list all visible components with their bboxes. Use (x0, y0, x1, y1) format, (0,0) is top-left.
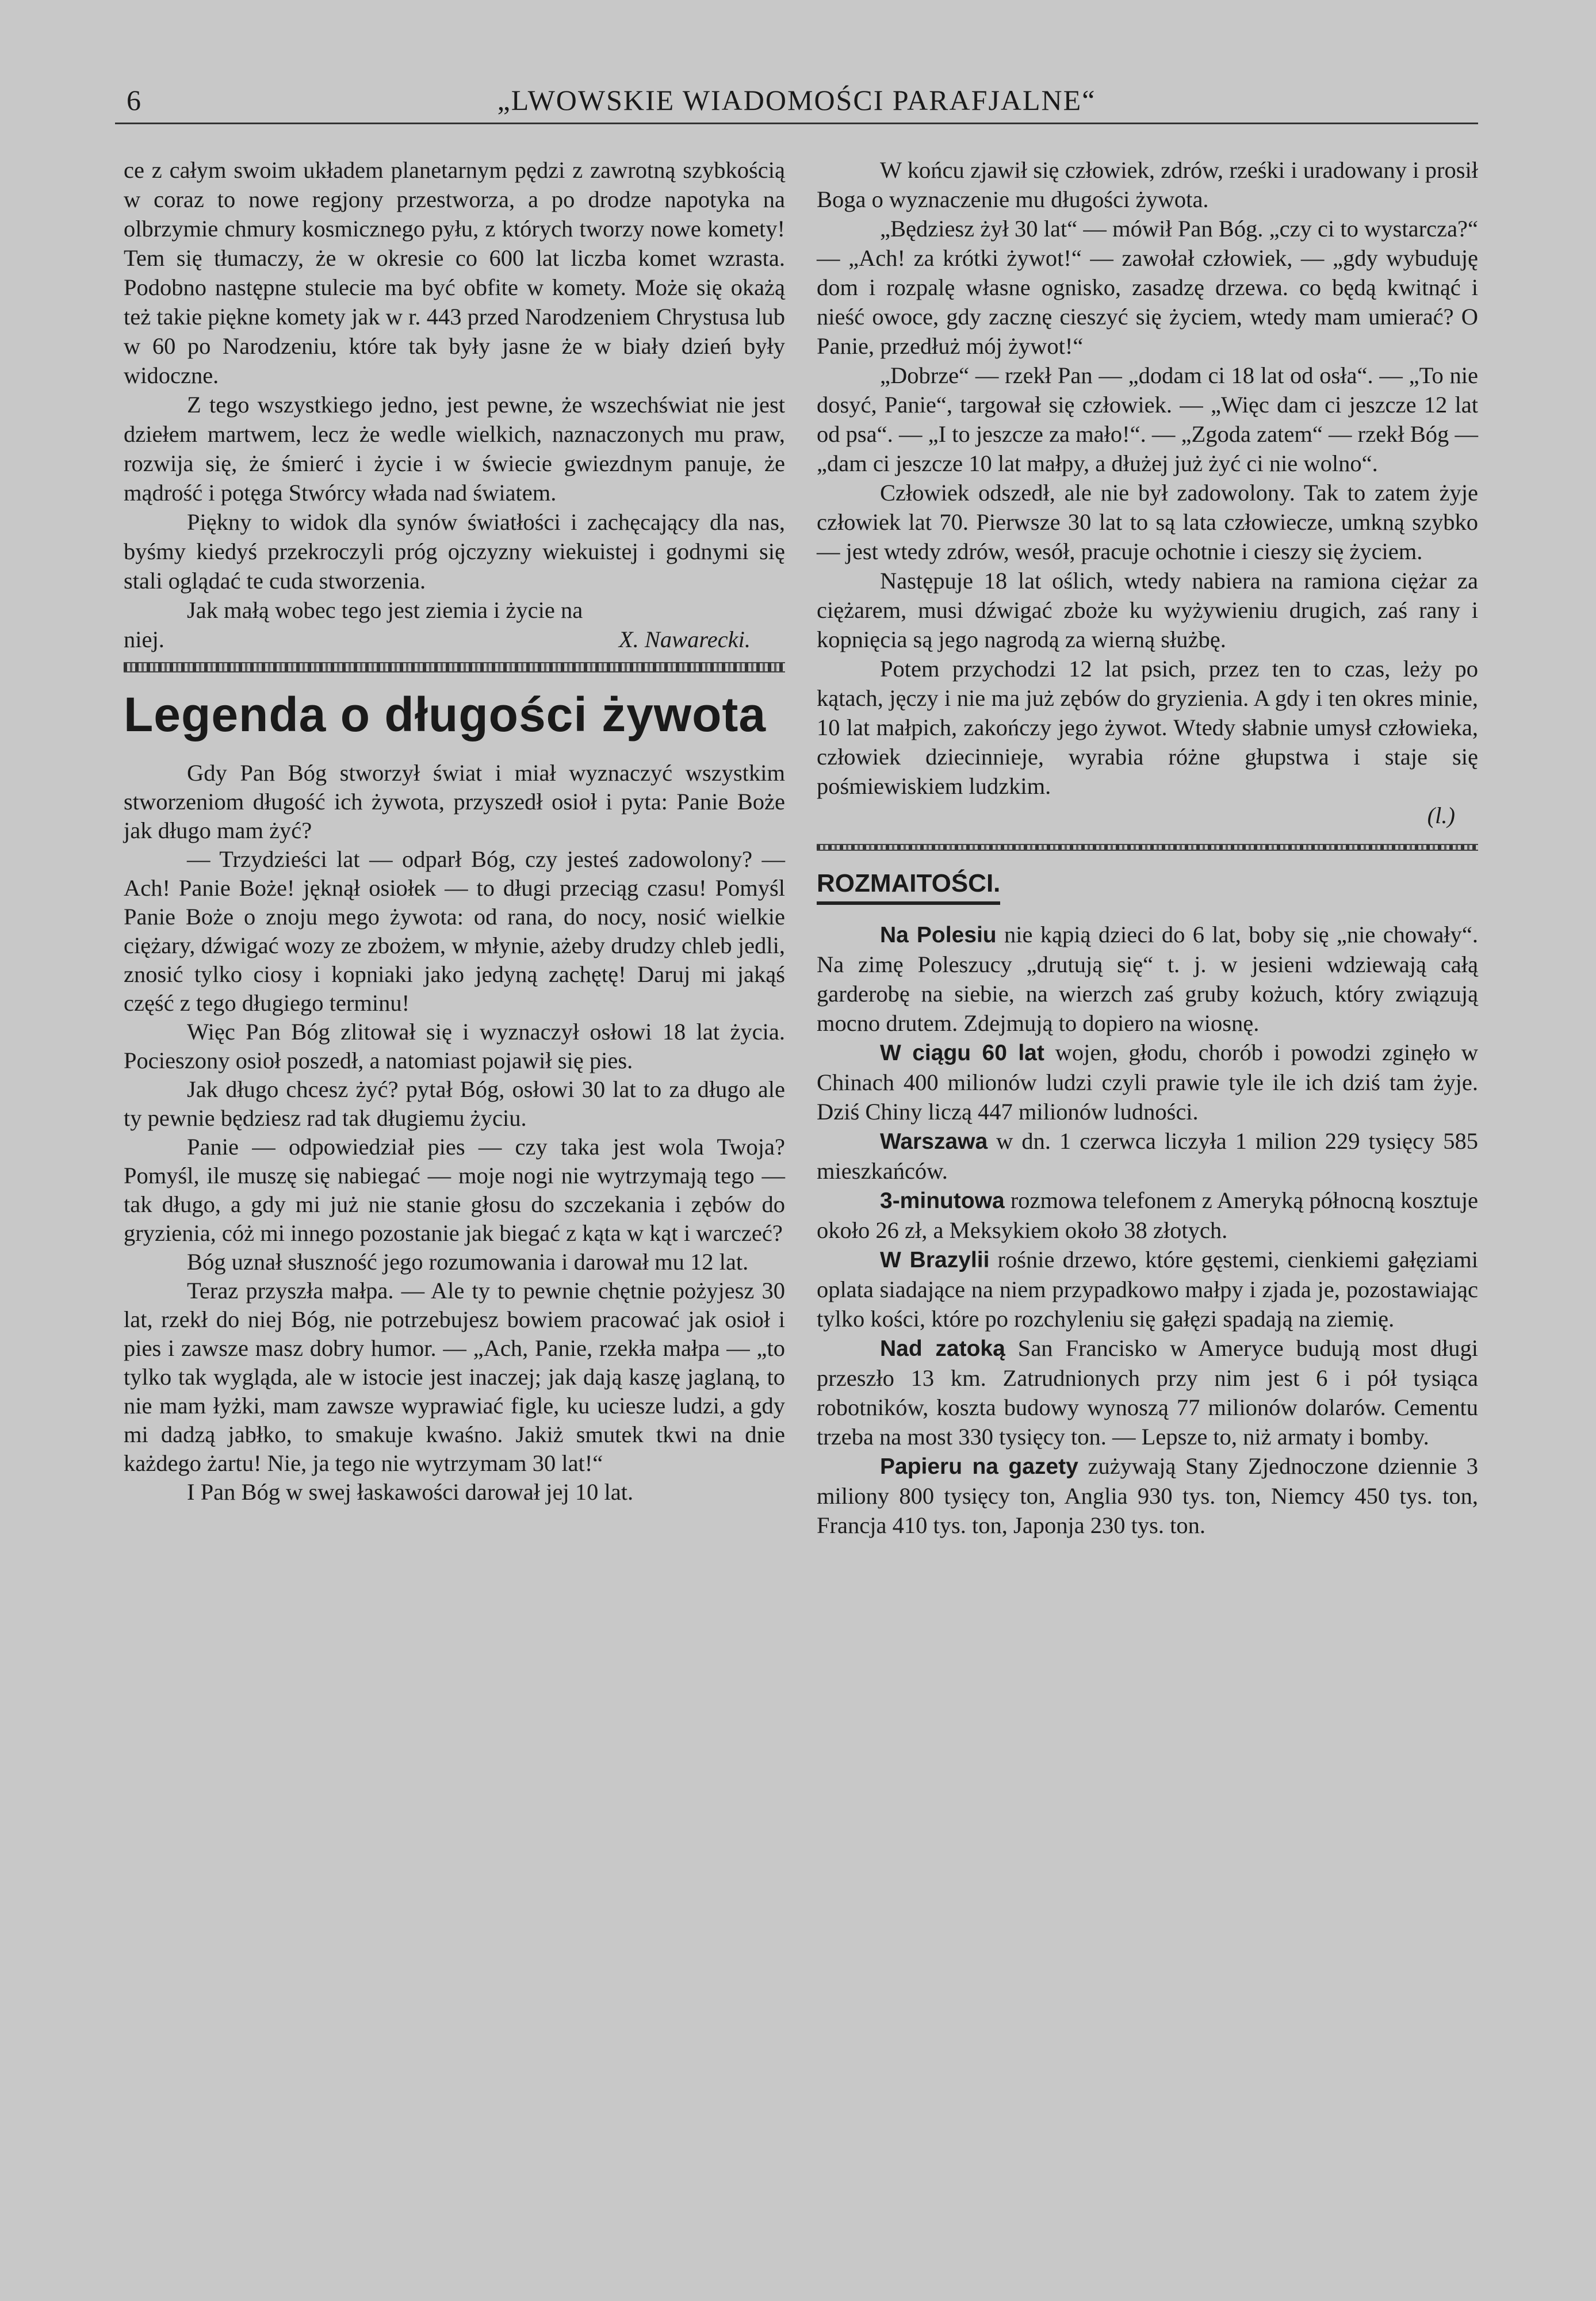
comet-article-paragraph: Piękny to widok dla synów światłości i zachęcający dla nas, byśmy kiedyś przekroczyli próg ojczyzny wiekuistej i godnymi się stali oglądać te cuda stworzenia. (124, 509, 785, 594)
misc-item (817, 1333, 1478, 1451)
legend-paragraph: Człowiek odszedł, ale nie był zadowolony. Tak to zatem żyje człowiek lat 70. Pierwsze 30 lat to są lata człowiecze, umkną szybko — jest wtedy zdrów, wesół, pracuje ochotnie i cieszy się życiem. (817, 480, 1478, 564)
comet-article-paragraph: Z tego wszystkiego jedno, jest pewne, że wszechświat nie jest dziełem martwem, lecz że wedle wielkich, naznaczonych mu praw, rozwija się, że śmierć i życie i w świecie gwiezdnym panuje, że mądrość i potęga Stwórcy włada nad światem. (124, 392, 785, 506)
misc-section-title: ROZMAITOŚCI. (817, 868, 1000, 905)
misc-item-text: rośnie drzewo, które gęstemi, cienkiemi gałęziami oplata siadające na niem przypadkowo małpy i zjada je, pozostawiając tylko kości, które po rozchyleniu się gałęzi spadają na ziemię. (817, 1247, 1478, 1332)
misc-item (817, 1038, 1478, 1126)
legend-paragraph: Gdy Pan Bóg stworzył świat i miał wyznaczyć wszystkim stworzeniom długość ich żywota, przyszedł osioł i pyta: Panie Boże jak długo mam żyć? (124, 760, 785, 843)
misc-item (817, 1126, 1478, 1186)
misc-item (817, 1186, 1478, 1245)
comet-article-signoff (124, 625, 785, 654)
legend-paragraph: W końcu zjawił się człowiek, zdrów, rześki i uradowany i prosił Boga o wyznaczenie mu długości żywota. (817, 157, 1478, 212)
signoff-text: niej. (124, 626, 164, 652)
legend-paragraph: „Dobrze“ — rzekł Pan — „dodam ci 18 lat od osła“. — „To nie dosyć, Panie“, targował się człowiek. — „Więc dam ci jeszcze 12 lat od psa“. — „I to jeszcze za mało!“. — „Zgoda zatem“ — rzekł Bóg — „dam ci jeszcze 10 lat małpy, a dłużej już żyć ci nie wolno“. (817, 362, 1478, 476)
author-signature: X. Nawarecki. (618, 626, 751, 652)
misc-item (817, 920, 1478, 1038)
page-header (115, 83, 1478, 124)
misc-item-lead: W Brazylii (880, 1248, 990, 1272)
misc-item-text: zużywają Stany Zjednoczone dziennie 3 miliony 800 tysięcy ton, Anglia 930 tys. ton, Niemcy 450 tys. ton, Francja 410 tys. ton, Japonja 230 tys. ton. (817, 1453, 1478, 1538)
right-column (817, 155, 1478, 1540)
legend-paragraph: Teraz przyszła małpa. — Ale ty to pewnie chętnie pożyjesz 30 lat, rzekł do niej Bóg, nie potrzebujesz bowiem pracować jak osioł i pies i zawsze masz dobry humor. — „Ach, Panie, rzekła małpa — „to tylko tak wygląda, ale w istocie jest inaczej; jak dają kaszę jaglaną, to nie mam łyżki, mam zawsze wyprawiać figle, ku uciesze ludzi, a gdy mi dadzą jabłko, to smakuje kwaśno. Jakiż smutek tkwi na dnie każdego żartu! Nie, ja tego nie wytrzymam 30 lat!“ (124, 1278, 785, 1476)
misc-item-text: San Francisko w Ameryce budują most długi przeszło 13 km. Zatrudnionych przy nim jest 6 i pół tysiąca robotników, koszta budowy wynoszą 77 milionów dolarów. Cementu trzeba na most 330 tysięcy ton. — Lepsze to, niż armaty i bomby. (817, 1335, 1478, 1450)
ornamental-divider (817, 844, 1478, 851)
comet-article-paragraph: Jak małą wobec tego jest ziemia i życie na (187, 597, 583, 623)
legend-paragraph: Panie — odpowiedział pies — czy taka jest wola Twoja? Pomyśl, ile muszę się nabiegać — moje nogi nie wytrzymają tego — tak długo, a gdy mi już nie stanie głosu do szczekania i zębów do gryzienia, cóż mi innego pozostanie jak biegać z kąta w kąt i warczeć? (124, 1134, 785, 1246)
legend-paragraph: Potem przychodzi 12 lat psich, przez ten to czas, leży po kątach, jęczy i nie ma już zębów do gryzienia. A gdy i ten okres minie, 10 lat małpich, zakończy jego żywot. Wtedy słabnie umysł człowieka, człowiek dziecinnieje, wyrabia różne głupstwa i staje się pośmiewiskiem ludzkim. (817, 656, 1478, 799)
misc-item-lead: Na Polesiu (880, 923, 997, 947)
legend-paragraph: Jak długo chcesz żyć? pytał Bóg, osłowi 30 lat to za długo ale ty pewnie będziesz rad tak długiemu życiu. (124, 1076, 785, 1131)
misc-item (817, 1245, 1478, 1333)
ornamental-divider (124, 662, 785, 672)
legend-signature: (l.) (1427, 802, 1455, 828)
misc-item-lead: Papieru na gazety (880, 1454, 1078, 1479)
legend-paragraph: Więc Pan Bóg zlitował się i wyznaczył osłowi 18 lat życia. Pocieszony osioł poszedł, a natomiast pojawił się pies. (124, 1019, 785, 1073)
misc-item-lead: 3-minutowa (880, 1188, 1005, 1213)
legend-paragraph: „Będziesz żył 30 lat“ — mówił Pan Bóg. „czy ci to wystarcza?“ — „Ach! za krótki żywot!“ — zawołał człowiek, — „gdy wybuduję dom i rozpalę własne ognisko, zasadzę drzewa. co będą kwitnąć i nieść owoce, gdy zacznę cieszyć się życiem, wtedy mam umierać? O Panie, przedłuż mój żywot!“ (817, 216, 1478, 359)
misc-item-text: w dn. 1 czerwca liczyła 1 milion 229 tysięcy 585 mieszkańców. (817, 1128, 1478, 1184)
misc-item-text: rozmowa telefonem z Ameryką północną kosztuje około 26 zł, a Meksykiem około 38 złotych. (817, 1187, 1478, 1243)
misc-item-lead: Nad zatoką (880, 1336, 1005, 1361)
misc-item-lead: Warszawa (880, 1129, 988, 1154)
legend-paragraph: — Trzydzieści lat — odparł Bóg, czy jesteś zadowolony? — Ach! Panie Boże! jęknął osiołek — to długi przeciąg czasu! Pomyśl Panie Boże o znoju mego żywota: od rana, do nocy, nosić wielkie ciężary, dźwigać wozy ze zbożem, w młynie, ażeby drudzy chleb jedli, znosić tylko ciosy i kopniaki jako jedyną zachętę! Daruj mi jakąś część z tego długiego terminu! (124, 846, 785, 1016)
running-title: „LWOWSKIE WIADOMOŚCI PARAFJALNE“ (497, 84, 1096, 116)
misc-item-text: wojen, głodu, chorób i powodzi zginęło w Chinach 400 milionów ludzi czyli prawie tyle ile ich dziś tam żyje. Dziś Chiny liczą 447 milionów ludności. (817, 1039, 1479, 1125)
legend-signoff (817, 801, 1478, 830)
page-number: 6 (127, 84, 141, 116)
legend-paragraph: Bóg uznał słuszność jego rozumowania i darował mu 12 lat. (187, 1249, 749, 1275)
misc-item-text: nie kąpią dzieci do 6 lat, boby się „nie chowały“. Na zimę Poleszucy „drutują się“ t. j. w jesieni wdziewają całą garderobę na siebie, na wierzch zaś gruby kożuch, który związują mocno drutem. Zdejmują to dopiero na wiosnę. (817, 922, 1478, 1036)
header-rule (115, 123, 1478, 124)
misc-item (817, 1451, 1478, 1540)
misc-item-lead: W ciągu 60 lat (880, 1041, 1044, 1065)
comet-article-paragraph: ce z całym swoim układem planetarnym pędzi z zawrotną szybkością w coraz to nowe regjony przestworza, a po drodze napotyka na olbrzymie chmury kosmicznego pyłu, z których tworzy nowe komety! Tem się tłumaczy, że w okresie co 600 lat liczba komet wzrasta. Podobno następne stulecie ma być obfite w komety. Może się okażą też takie piękne komety jak w r. 443 przed Narodzeniem Chrystusa lub w 60 po Narodzeniu, które tak były jasne że w biały dzień były widoczne. (124, 157, 785, 388)
legend-paragraph: I Pan Bóg w swej łaskawości darował jej 10 lat. (187, 1479, 634, 1505)
legend-title: Legenda o długości żywota (124, 687, 767, 741)
left-column (124, 155, 785, 1507)
legend-paragraph: Następuje 18 lat oślich, wtedy nabiera na ramiona ciężar za ciężarem, musi dźwigać zboże ku wyżywieniu drugich, zaś rany i kopnięcia są jego nagrodą za wierną służbę. (817, 568, 1478, 652)
